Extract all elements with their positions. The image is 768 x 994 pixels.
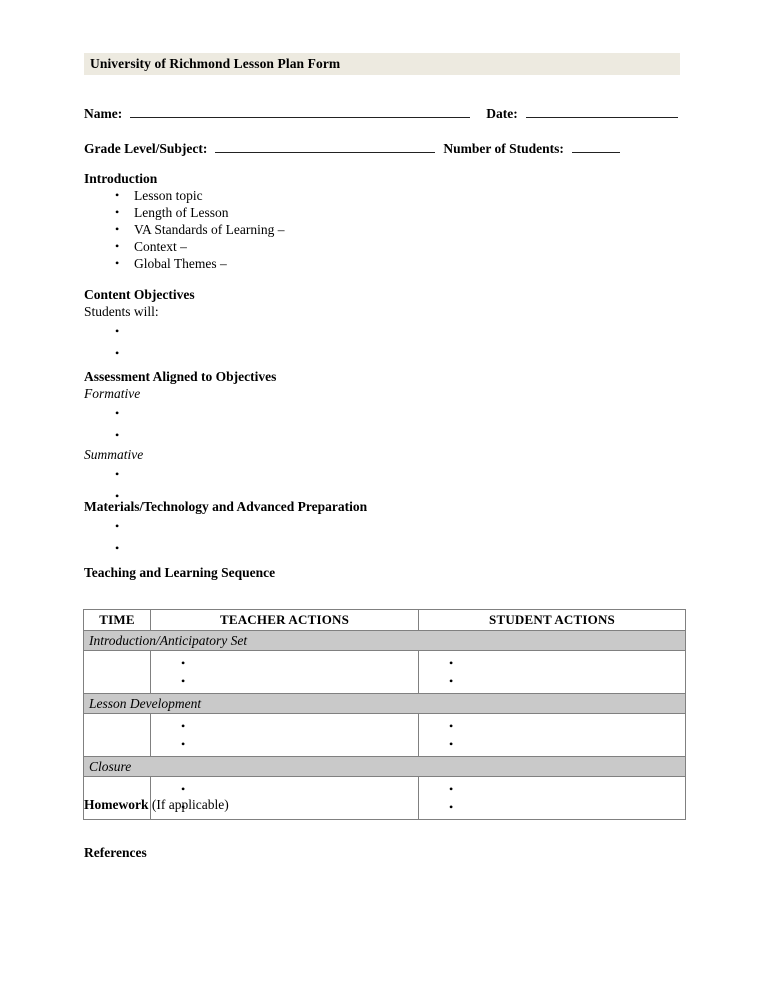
list-item[interactable]: [419, 672, 685, 690]
content-objectives-heading: Content Objectives: [84, 287, 195, 302]
table-header-row: [84, 610, 686, 631]
assessment-heading: Assessment Aligned to Objectives: [84, 369, 277, 384]
students-will-label: Students will:: [84, 304, 159, 319]
homework-note: (If applicable): [148, 797, 229, 812]
student-actions-cell[interactable]: [419, 714, 686, 757]
section-materials: [84, 498, 684, 559]
formative-label: Formative: [84, 386, 141, 401]
list-item[interactable]: [419, 735, 685, 753]
teacher-bullet-list: [151, 714, 418, 753]
list-item: • VA Standards of Learning –: [84, 221, 684, 238]
introduction-heading: Introduction: [84, 171, 158, 186]
column-header-time: TIME: [84, 610, 151, 631]
list-item[interactable]: [84, 320, 684, 342]
teacher-bullet-list: [151, 651, 418, 690]
name-label: Name:: [84, 106, 123, 121]
list-item[interactable]: [419, 717, 685, 735]
page-title: University of Richmond Lesson Plan Form: [90, 56, 341, 71]
homework-heading: [84, 796, 684, 813]
name-input-blank[interactable]: [130, 104, 470, 118]
list-item[interactable]: [151, 654, 418, 672]
number-of-students-label: Number of Students:: [443, 141, 564, 156]
column-header-student-actions: STUDENT ACTIONS: [419, 610, 686, 631]
time-cell[interactable]: [84, 714, 151, 757]
grade-students-row: [84, 139, 684, 157]
section-sequence: [84, 564, 684, 581]
student-bullet-list: [419, 651, 685, 690]
list-item[interactable]: [84, 537, 684, 559]
list-item[interactable]: [151, 735, 418, 753]
homework-label: Homework: [84, 797, 149, 812]
name-date-row: [84, 104, 684, 122]
student-bullet-list: [419, 714, 685, 753]
materials-bullet-list: [84, 515, 684, 559]
summative-label: Summative: [84, 447, 144, 462]
table-section-label: Lesson Development: [84, 694, 686, 714]
formative-bullet-list: [84, 402, 684, 446]
list-item[interactable]: [84, 424, 684, 446]
list-item: • Context –: [84, 238, 684, 255]
list-item: • Global Themes –: [84, 255, 684, 272]
teacher-actions-cell[interactable]: [151, 651, 419, 694]
section-references: [84, 844, 684, 861]
section-content-objectives: [84, 286, 684, 364]
materials-heading: Materials/Technology and Advanced Preparation: [84, 499, 368, 514]
teacher-actions-cell[interactable]: [151, 714, 419, 757]
teaching-sequence-table: [83, 609, 686, 820]
list-item[interactable]: [84, 402, 684, 424]
table-section-row: [84, 694, 686, 714]
list-item[interactable]: [84, 342, 684, 364]
list-item[interactable]: [84, 515, 684, 537]
date-label: Date:: [486, 106, 518, 121]
list-item: • Length of Lesson: [84, 204, 684, 221]
list-item: • Lesson topic: [84, 187, 684, 204]
list-item[interactable]: [84, 463, 684, 485]
table-section-row: [84, 631, 686, 651]
list-item[interactable]: [151, 672, 418, 690]
content-objectives-bullet-list: [84, 320, 684, 364]
sequence-heading: Teaching and Learning Sequence: [84, 565, 276, 580]
student-actions-cell[interactable]: [419, 651, 686, 694]
time-cell[interactable]: [84, 651, 151, 694]
grade-level-subject-input-blank[interactable]: [215, 139, 435, 153]
table-row: [84, 651, 686, 694]
section-introduction: [84, 170, 684, 272]
date-input-blank[interactable]: [526, 104, 678, 118]
column-header-teacher-actions: TEACHER ACTIONS: [151, 610, 419, 631]
grade-level-subject-label: Grade Level/Subject:: [84, 141, 208, 156]
table-section-label: Closure: [84, 757, 686, 777]
introduction-bullet-list: [84, 187, 684, 272]
references-heading: References: [84, 845, 147, 860]
table-section-row: [84, 757, 686, 777]
section-homework: [84, 796, 684, 813]
document-title-band: [84, 53, 680, 75]
list-item[interactable]: [419, 654, 685, 672]
number-of-students-input-blank[interactable]: [572, 139, 620, 153]
table-row: [84, 714, 686, 757]
section-assessment: [84, 368, 684, 507]
list-item[interactable]: [151, 717, 418, 735]
table-section-label: Introduction/Anticipatory Set: [84, 631, 686, 651]
